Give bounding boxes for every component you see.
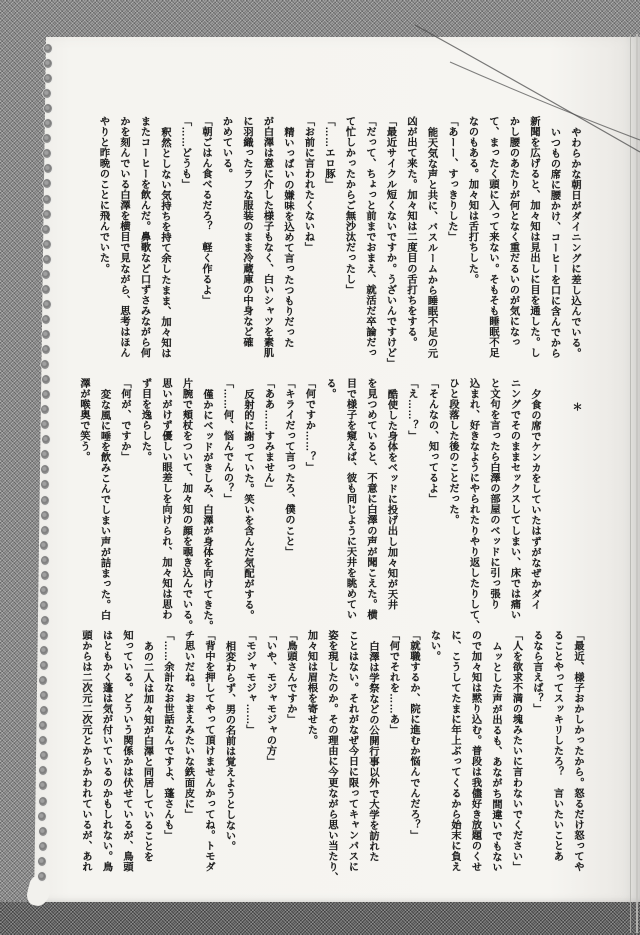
binding-hole <box>43 195 51 204</box>
text-column: 「最近サイクル短くないですか。うざいんですけど」 <box>384 116 396 369</box>
binding-hole <box>41 526 49 535</box>
binding-hole <box>39 797 47 806</box>
underlying-page-edge-line <box>636 34 638 933</box>
scene-break-marker: ＊ <box>570 402 581 413</box>
text-column: 「あーー、すっきりした」 <box>446 116 457 243</box>
text-column: ので加々知は黙り込む。普段は我儘好き放題のくせ <box>469 630 481 872</box>
text-column: かめている。 <box>220 116 232 180</box>
binding-hole <box>40 646 48 655</box>
binding-hole <box>42 375 50 384</box>
text-column: 「最近、様子おかしかったから。怒るだけ怒ってや <box>572 630 583 872</box>
binding-hole <box>38 857 46 866</box>
text-column: 澤が喉奥で笑う。 <box>78 378 89 463</box>
text-column: 目で様子を窺えば、彼も同じように天井を眺めてい <box>344 378 356 620</box>
text-column: 「朝ごはん食べるだろ？ 軽く作るよ」 <box>200 116 211 306</box>
page-bottom-shadow-strip <box>0 902 640 935</box>
text-column: かし腰のあたりが何となく重だるいのが気になっ <box>507 116 519 348</box>
text-column: 「何が、ですか」 <box>119 378 130 463</box>
text-column: 「だって、ちょっと前までおまえ、就活だ卒論だっ <box>364 116 375 358</box>
text-column: 頭からは二次元二次元とからかわれているが、あれ <box>80 630 91 872</box>
underlying-page-edge-line <box>630 34 631 933</box>
text-column: 「ああ……すみません」 <box>262 378 274 494</box>
text-column: またコーヒーを飲んだ。鼻歌など口ずさみながら何 <box>138 116 150 358</box>
text-column <box>544 378 565 634</box>
text-column: 「お前に言われたくないね」 <box>302 116 314 253</box>
text-column: 「キライだって言ったろ、僕のこと」 <box>283 378 294 557</box>
binding-hole <box>43 179 51 188</box>
binding-hole <box>42 270 50 279</box>
text-column: 「モジャモジャ……」 <box>244 630 255 736</box>
text-column: いつもの席に腰かけ、コーヒーを口に含んでから <box>548 126 560 359</box>
text-column: 新聞を広げると、加々知は見出しに目を通した。し <box>528 116 539 358</box>
text-column: あの二人は加々知が白澤と同居していることを <box>141 640 153 862</box>
text-column: 「え……？」 <box>406 378 417 442</box>
binding-hole <box>41 556 49 565</box>
text-column: やわらかな朝日がダイニングに差し込んでいる。 <box>569 126 580 359</box>
text-column: に羽織ったラフな服装のまま冷蔵庫の中身など確 <box>241 116 252 348</box>
binding-hole <box>40 631 48 640</box>
binding-hole <box>40 706 48 715</box>
binding-hole <box>38 812 46 821</box>
binding-hole <box>41 511 49 520</box>
text-column: 「人を欲求不満の塊みたいに言わないでください」 <box>510 630 522 872</box>
text-column: 「就職するか、院に進むか悩んでんだろ？」 <box>408 630 419 841</box>
text-column: る。 <box>324 378 335 400</box>
binding-hole <box>39 827 47 836</box>
text-column: 「何ですか……？」 <box>303 378 315 473</box>
text-column: なのもある。加々知は舌打ちした。 <box>466 116 478 285</box>
text-column: 「……余計なお世話なんですよ、蓬さんも」 <box>162 630 173 841</box>
text-column: に、こうしてたまに年上ぶってくるから始末に負え <box>449 630 460 872</box>
text-column: 能天気な声と共に、バスルームから睡眠不足の元 <box>425 126 437 359</box>
text-column: 「いや、モジャモジャの方」 <box>264 630 276 767</box>
text-column: るなら言えば？」 <box>531 630 542 715</box>
binding-hole <box>42 225 50 234</box>
binding-hole <box>42 435 50 444</box>
binding-hole <box>43 300 51 309</box>
text-band-middle <box>72 378 585 634</box>
text-column: 釈然としない気持ちを持て余したまま、加々知は <box>159 126 170 359</box>
text-column: 酷使した身体をベッドに投げ出し加々知が天井 <box>385 388 397 610</box>
text-column: て、まったく頭に入って来ない。そもそも睡眠不足 <box>487 116 498 358</box>
text-column: 白澤は学祭などの公開行事以外で大学を訪れた <box>367 640 378 862</box>
binding-hole <box>44 164 52 173</box>
text-column: と文句を言ったら白澤の部屋のベッドに引っ張り <box>488 378 499 610</box>
binding-hole <box>39 842 47 851</box>
text-column: ことはない。それがなぜ今日に限ってキャンパスに <box>346 630 358 872</box>
binding-hole <box>41 616 49 625</box>
binding-hole <box>40 586 48 595</box>
text-column: 「鳥頭さんですか」 <box>285 630 296 725</box>
text-column: 「……どうも」 <box>179 116 191 190</box>
binding-hole <box>44 44 52 53</box>
text-column: ムッとした声が出るも、あながち間違いでもない <box>490 640 501 873</box>
text-band-bottom <box>74 630 587 886</box>
text-column: 反射的に謝っていた。笑いを含んだ気配がする。 <box>242 388 253 621</box>
text-column: ニングでそのままセックスしてしまい、床では痛い <box>508 378 520 620</box>
text-column: 精いっぱいの嫌味を込めて言ったつもりだった <box>282 126 293 348</box>
binding-hole <box>40 601 48 610</box>
text-column: ない。 <box>428 630 440 662</box>
binding-hole <box>41 496 49 505</box>
text-column: 片腕で頬杖をついて、加々知の顔を覗き込んでいる。 <box>180 378 192 631</box>
binding-hole <box>40 691 48 700</box>
binding-hole <box>42 315 50 324</box>
text-column: 「そんなの、知ってるよ」 <box>426 378 438 505</box>
text-column: 思いがけず優しい眼差しを向けられ、加々知は思わ <box>160 378 171 620</box>
binding-hole <box>40 541 48 550</box>
text-column: が白澤は意に介した様子もなく、白いシャツを素肌 <box>261 116 273 358</box>
text-column: ず目を逸らした。 <box>139 378 151 463</box>
text-column: チ思いだね。おまえみたいな鉄面皮に」 <box>182 630 194 820</box>
text-column: 「……何、悩んでんの？」 <box>221 378 233 505</box>
binding-hole <box>41 571 49 580</box>
text-column: ることやってスッキリしたろ？ 言いたいことあ <box>551 630 563 862</box>
binding-hole <box>44 104 52 113</box>
binding-hole <box>43 240 51 249</box>
text-column: 相変わらず、男の名前は覚えようとしない。 <box>223 640 235 851</box>
text-column: やりと昨晩のことに飛んでいた。 <box>97 116 109 274</box>
text-column: 凶が出て来た。加々知は二度目の舌打ちをする。 <box>405 116 416 348</box>
text-column: 「背中を押してやって頂けませんかってね。トモダ <box>203 630 214 872</box>
text-column: 加々知は眉根を寄せた。 <box>305 630 317 746</box>
binding-hole <box>43 210 51 219</box>
binding-hole <box>44 119 52 128</box>
text-column: はともかく蓬は気が付いているのかもしれない。鳥 <box>100 630 112 872</box>
text-column: 変な風に唾を飲みこんでしまい声が詰まった。白 <box>98 388 110 621</box>
binding-hole <box>40 751 48 760</box>
text-column: 「何でそれを……あ」 <box>387 630 399 736</box>
text-column: ひと段落した後のことだった。 <box>447 378 458 526</box>
text-band-top <box>92 116 584 372</box>
text-column: て忙しかったからご無沙汰だったし」 <box>343 116 355 295</box>
text-column: 夕食の席でケンカをしていたはずがなぜかダイ <box>529 388 540 610</box>
binding-hole <box>44 59 52 68</box>
text-column: 込まれ、好きなようにやられたりやり返したりして、 <box>467 378 479 631</box>
text-column: 知っている。どういう関係かは伏せているが、鳥頭 <box>121 630 132 872</box>
text-column: 姿を現したのか。その理由に今更ながら思い当たり、 <box>326 630 337 883</box>
binding-hole <box>42 330 50 339</box>
binding-hole <box>43 255 51 264</box>
text-column: 僅かにベッドがきしみ、白澤が身体を向けてきた。 <box>201 388 212 631</box>
text-column: かを刻んでいる白澤を横目で見ながら、思考はほん <box>118 116 129 358</box>
text-column: を見つめていると、不意に白澤の声が聞こえた。横 <box>365 378 376 620</box>
text-column: 「……エロ豚」 <box>323 116 334 190</box>
